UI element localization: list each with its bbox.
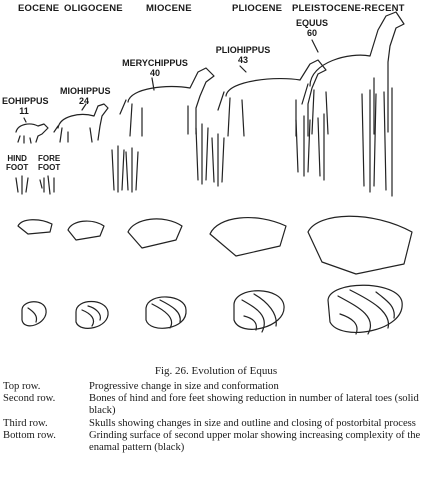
- legend-text: Grinding surface of second upper molar showing increasing complexity of the enamal pattern (black): [89, 429, 421, 454]
- molar-eohippus: [22, 302, 46, 326]
- foot-bones-eohippus-fore: [40, 176, 54, 194]
- molar-miohippus: [76, 302, 108, 329]
- foot-bones-row: [16, 88, 392, 196]
- horse-size: 40: [149, 68, 160, 78]
- foot-bones-merychippus-fore: [212, 134, 224, 186]
- molars-row: [22, 285, 402, 334]
- foot-bones-pliohippus-fore: [318, 114, 324, 180]
- legend: [3, 381, 429, 454]
- skull-equus: [308, 216, 412, 274]
- horse-size: 24: [78, 96, 89, 106]
- horse-size: 60: [306, 28, 317, 38]
- horse-name: PLIOHIPPUS: [215, 45, 271, 55]
- skull-miohippus: [68, 221, 104, 240]
- foot-bones-miohippus-hind: [112, 146, 124, 192]
- epoch-pleistocene-recent: PLEISTOCENE-RECENT: [292, 3, 405, 14]
- epoch-eocene: EOCENE: [18, 3, 60, 14]
- horse-size: 43: [237, 55, 248, 65]
- epoch-oligocene: OLIGOCENE: [64, 3, 123, 14]
- legend-key: Bottom row.: [3, 429, 56, 441]
- horse-name: EOHIPPUS: [2, 96, 49, 106]
- miohippus-drawing: [54, 104, 108, 142]
- skull-eohippus: [18, 220, 52, 234]
- eohippus-drawing: [16, 124, 48, 143]
- merychippus-drawing: [120, 68, 214, 136]
- legend-row-top: [3, 381, 429, 393]
- molar-pliohippus: [234, 291, 284, 332]
- hind-foot-label: HIND FOOT: [6, 154, 29, 172]
- legend-text: Progressive change in size and conformation: [89, 381, 279, 392]
- legend-text: Bones of hind and fore feet showing reduction in number of lateral toes (solid black): [89, 393, 419, 417]
- epoch-miocene: MIOCENE: [146, 3, 192, 14]
- legend-key: Top row.: [3, 381, 41, 392]
- fore-foot-label: FORE FOOT: [38, 154, 61, 172]
- equus-drawing: [302, 12, 404, 134]
- pointer-line: [82, 104, 86, 110]
- skull-merychippus: [128, 219, 182, 248]
- horse-name: MIOHIPPUS: [60, 86, 111, 96]
- skulls-row: [18, 216, 412, 274]
- epoch-pliocene: PLIOCENE: [232, 3, 283, 14]
- legend-row-second: [3, 393, 429, 417]
- figure-caption: Fig. 26. Evolution of Equus: [154, 365, 278, 377]
- legend-key: Third row.: [3, 417, 48, 429]
- legend-row-bottom: [3, 430, 429, 454]
- pointer-line: [240, 66, 246, 72]
- skull-pliohippus: [210, 218, 286, 256]
- horse-size: 11: [19, 106, 29, 116]
- molar-merychippus: [146, 297, 186, 328]
- molar-equus: [328, 285, 402, 334]
- horse-name: MERYCHIPPUS: [122, 58, 188, 68]
- legend-row-third: [3, 418, 429, 430]
- pointer-line: [24, 118, 26, 122]
- foot-bones-miohippus-fore: [126, 148, 138, 192]
- legend-key: Second row.: [3, 393, 56, 405]
- legend-text: Skulls showing changes in size and outline and closing of postorbital process: [89, 417, 416, 429]
- horse-name: EQUUS: [295, 18, 328, 28]
- pointer-line: [312, 40, 318, 52]
- foot-bones-merychippus-hind: [196, 124, 208, 184]
- foot-bones-eohippus-hind: [16, 176, 28, 194]
